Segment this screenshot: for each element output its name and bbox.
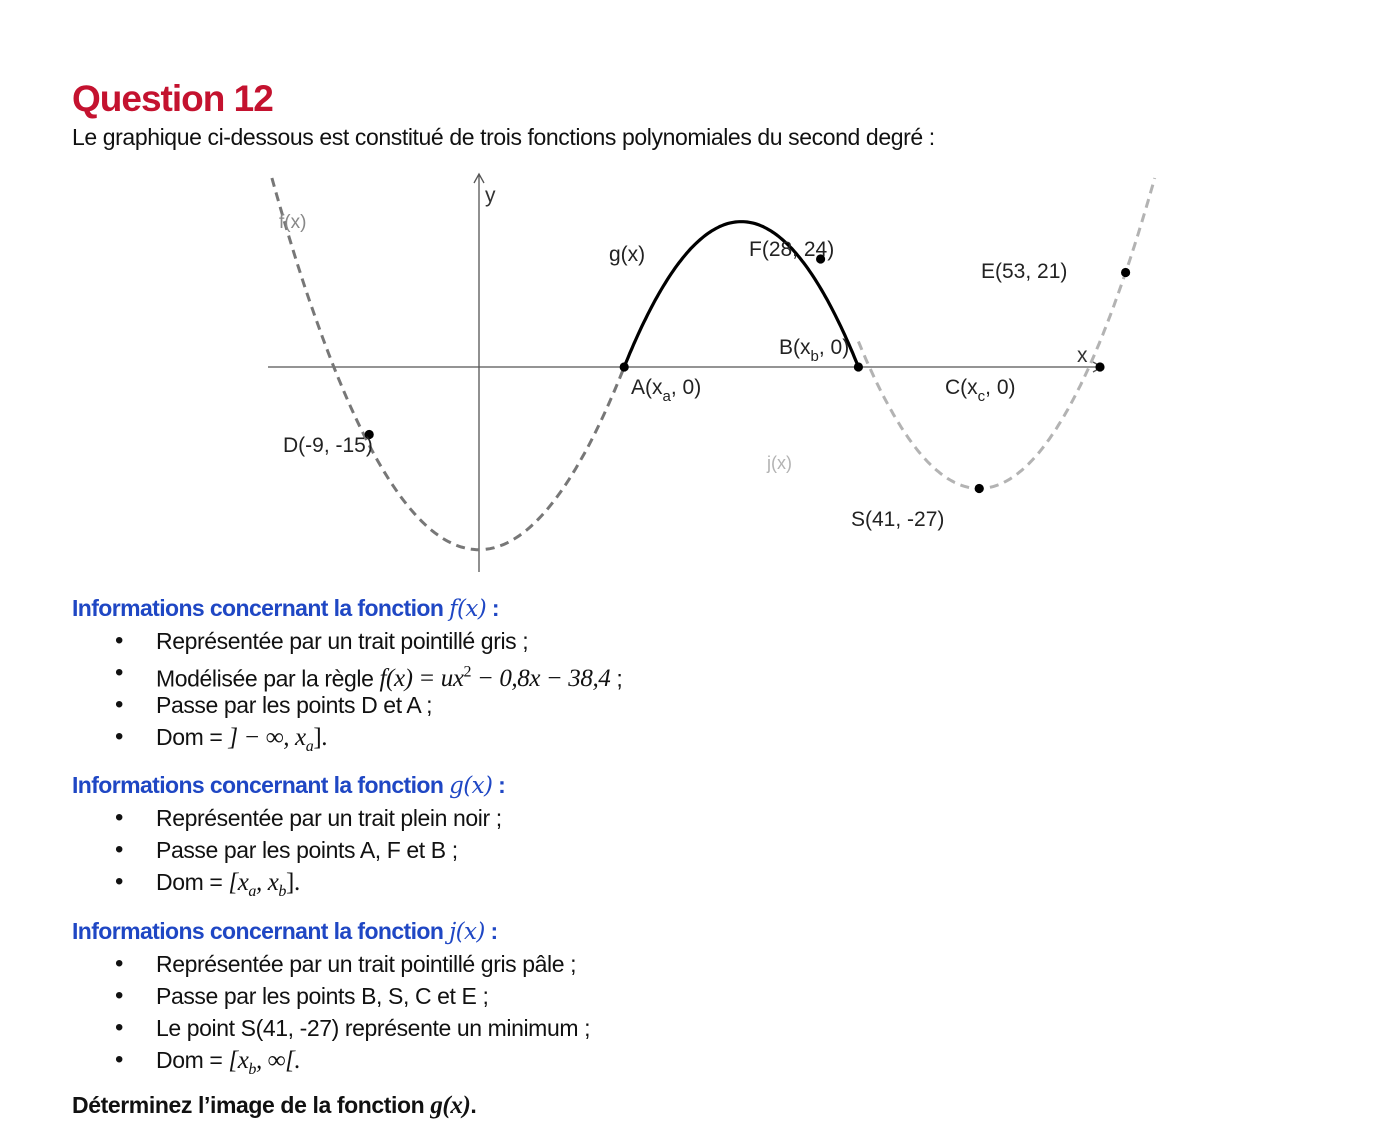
g-domain-sub-a: a	[248, 883, 257, 900]
f-domain-sub: a	[305, 738, 314, 755]
g-domain-math	[228, 869, 300, 900]
axes	[268, 174, 1102, 572]
f-rule-sup: 2	[463, 664, 472, 681]
x-axis-label: x	[1077, 344, 1088, 367]
point-label-c	[945, 376, 1016, 405]
point-label-s: S(41, -27)	[851, 508, 945, 531]
list-item	[72, 834, 505, 866]
f-curve	[272, 178, 624, 550]
point-label-a-sub: a	[662, 388, 671, 405]
f-rule-b: − 0,8x − 38,4	[471, 665, 611, 693]
list-item	[72, 1012, 590, 1044]
list-item	[72, 625, 622, 657]
j-domain-a: [x	[228, 1047, 249, 1074]
intro-text: Le graphique ci-dessous est constitué de trois fonctions polynomiales du second degré :	[72, 124, 935, 150]
list-item	[72, 802, 505, 834]
section-j-heading-math: j(x)	[449, 919, 485, 945]
j-bullet-1: Représentée par un trait pointillé gris pâle ;	[156, 951, 577, 977]
list-item	[72, 657, 623, 693]
question-prompt	[72, 1092, 476, 1120]
point-label-b	[779, 336, 849, 365]
j-curve	[858, 178, 1154, 489]
section-g-list	[72, 802, 505, 898]
j-domain-math	[228, 1047, 301, 1078]
point-label-c-sub: c	[977, 388, 986, 405]
j-bullet-4-text: Dom =	[156, 1047, 229, 1073]
section-f-heading-text: Informations concernant la fonction	[72, 595, 450, 621]
list-item	[72, 689, 622, 721]
section-j-heading-end: :	[484, 918, 498, 944]
section-j-heading-text: Informations concernant la fonction	[72, 918, 450, 944]
point-label-b-main: B(x	[779, 336, 811, 359]
f-bullet-2-end: ;	[610, 665, 623, 692]
list-item	[72, 721, 622, 753]
curves	[272, 178, 1155, 550]
list-item	[72, 980, 590, 1012]
section-g-heading-text: Informations concernant la fonction	[72, 772, 450, 798]
g-domain-sub-b: b	[278, 883, 287, 900]
section-j	[72, 915, 590, 1076]
g-bullet-1: Représentée par un trait plein noir ;	[156, 805, 502, 831]
section-g-heading-math: g(x)	[449, 773, 493, 799]
f-domain-end: ].	[313, 724, 328, 751]
question-text: Déterminez l’image de la fonction	[72, 1092, 431, 1118]
g-domain-a: [x	[228, 869, 249, 896]
point-label-b-sub: b	[810, 348, 819, 365]
g-curve-label: g(x)	[609, 243, 646, 266]
point-label-d: D(-9, -15)	[283, 434, 373, 457]
j-domain-b: , ∞[.	[256, 1047, 301, 1074]
question-title: Question 12	[72, 78, 273, 119]
g-bullet-3-text: Dom =	[156, 869, 229, 895]
point-label-c-end: , 0)	[985, 376, 1016, 399]
f-domain-a: ] − ∞, x	[228, 724, 306, 751]
point-a	[620, 362, 629, 371]
question-math-expr: g(x)	[430, 1092, 471, 1119]
f-curve-label: f(x)	[279, 212, 307, 233]
section-g-heading	[72, 769, 505, 802]
section-j-heading	[72, 915, 590, 948]
f-bullet-4-text: Dom =	[156, 724, 229, 750]
point-label-c-main: C(x	[945, 376, 978, 399]
g-domain-end: ].	[286, 869, 300, 896]
j-curve-label: j(x)	[767, 453, 792, 473]
j-bullet-3: Le point S(41, -27) représente un minimum ;	[156, 1015, 591, 1041]
point-label-e: E(53, 21)	[981, 260, 1068, 283]
point-e	[1121, 268, 1130, 277]
y-axis-label: y	[485, 184, 496, 207]
labels	[279, 212, 1067, 531]
point-label-a	[631, 376, 701, 405]
section-f	[72, 592, 622, 753]
j-domain-sub: b	[248, 1061, 257, 1078]
point-label-b-end: , 0)	[818, 336, 850, 359]
section-f-heading	[72, 592, 622, 625]
point-b	[854, 362, 863, 371]
section-f-heading-math: f(x)	[449, 596, 487, 622]
point-c	[1095, 362, 1104, 371]
point-label-a-main: A(x	[631, 376, 663, 399]
question-end: .	[470, 1092, 477, 1118]
f-rule-a: f(x) = ux	[379, 665, 464, 693]
j-bullet-2: Passe par les points B, S, C et E ;	[156, 983, 489, 1009]
section-f-heading-end: :	[486, 595, 499, 621]
point-label-a-end: , 0)	[670, 376, 702, 399]
f-bullet-2-text: Modélisée par la règle	[156, 665, 380, 692]
f-bullet-1: Représentée par un trait pointillé gris ;	[156, 628, 529, 654]
point-label-f: F(28, 24)	[749, 238, 835, 261]
section-g	[72, 769, 505, 898]
g-bullet-2: Passe par les points A, F et B ;	[156, 837, 458, 863]
g-domain-b: , x	[256, 869, 279, 896]
section-j-list	[72, 948, 590, 1076]
question-math	[430, 1092, 470, 1119]
f-domain-math	[228, 724, 328, 755]
list-item	[72, 1044, 590, 1076]
f-bullet-3: Passe par les points D et A ;	[156, 692, 433, 718]
section-g-heading-end: :	[492, 772, 506, 798]
list-item	[72, 866, 505, 898]
list-item	[72, 948, 590, 980]
section-f-list	[72, 625, 622, 753]
point-s	[975, 484, 984, 493]
